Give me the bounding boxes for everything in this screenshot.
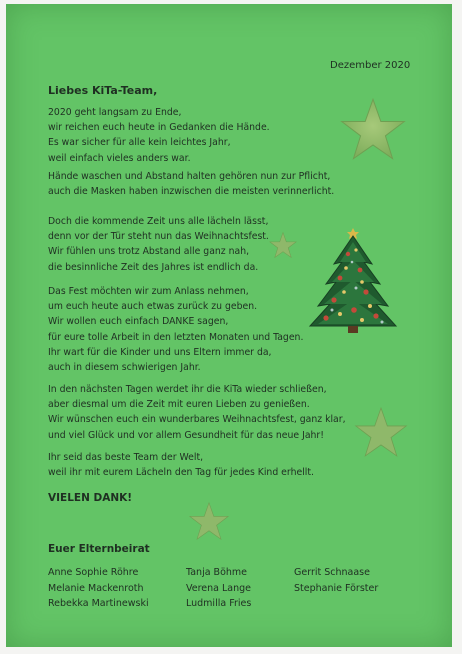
signatory-column-3 bbox=[294, 565, 378, 596]
star-icon bbox=[354, 407, 408, 457]
poem-line: Wir wünschen euch ein wunderbares Weihnachtsfest, ganz klar, bbox=[48, 414, 346, 426]
poem-line: 2020 geht langsam zu Ende, bbox=[48, 107, 182, 118]
poem-line: denn vor der Tür steht nun das Weihnachtsfest. bbox=[48, 231, 269, 243]
poem-line: und viel Glück und vor allem Gesundheit für das neue Jahr! bbox=[48, 429, 324, 441]
signatory-name: Melanie Mackenroth bbox=[48, 582, 144, 594]
poem-line: aber diesmal um die Zeit mit euren Lieben zu genießen. bbox=[48, 399, 310, 411]
paragraph-1 bbox=[48, 105, 270, 166]
paragraph-4 bbox=[48, 284, 303, 375]
signatory-name: Rebekka Martinewski bbox=[48, 598, 149, 609]
poem-line: Ihr wart für die Kinder und uns Eltern immer da, bbox=[48, 346, 272, 358]
signatory-name: Gerrit Schnaase bbox=[294, 567, 370, 578]
poem-line: Das Fest möchten wir zum Anlass nehmen, bbox=[48, 286, 249, 297]
poem-line: Ihr seid das beste Team der Welt, bbox=[48, 452, 204, 463]
signatory-column-2 bbox=[186, 565, 251, 612]
poem-line: Wir wollen euch einfach DANKE sagen, bbox=[48, 316, 229, 328]
signatory-name: Ludmilla Fries bbox=[186, 598, 252, 609]
poem-line: Es war sicher für alle kein leichtes Jahr, bbox=[48, 137, 231, 149]
poem-line: In den nächsten Tagen werdet ihr die KiTa wieder schließen, bbox=[48, 384, 327, 395]
poem-line: auch in diesem schwierigen Jahr. bbox=[48, 362, 201, 374]
poem-line: Doch die kommende Zeit uns alle lächeln lässt, bbox=[48, 216, 269, 227]
signoff: Euer Elternbeirat bbox=[48, 543, 150, 555]
paragraph-6 bbox=[48, 450, 314, 480]
paragraph-5 bbox=[48, 382, 346, 443]
paragraph-2 bbox=[48, 169, 334, 199]
poem-line: wir reichen euch heute in Gedanken die Hände. bbox=[48, 122, 270, 134]
poem-line: weil einfach vieles anders war. bbox=[48, 152, 191, 164]
thanks-heading: VIELEN DANK! bbox=[48, 492, 133, 504]
paragraph-3 bbox=[48, 214, 269, 275]
signatory-column-1 bbox=[48, 565, 149, 612]
signatory-name: Anne Sophie Röhre bbox=[48, 567, 139, 578]
poem-line: auch die Masken haben inzwischen die meisten verinnerlicht. bbox=[48, 186, 335, 198]
letter-greeting: Liebes KiTa-Team, bbox=[48, 84, 158, 97]
star-icon bbox=[189, 502, 229, 540]
poem-line: weil ihr mit eurem Lächeln den Tag für jedes Kind erhellt. bbox=[48, 467, 314, 479]
signatory-name: Verena Lange bbox=[186, 582, 252, 594]
letter-sheet bbox=[6, 4, 452, 647]
signatory-name: Tanja Böhme bbox=[186, 567, 248, 578]
star-icon bbox=[340, 98, 406, 160]
poem-line: um euch heute auch etwas zurück zu geben. bbox=[48, 301, 258, 313]
poem-line: Wir fühlen uns trotz Abstand alle ganz nah, bbox=[48, 246, 250, 258]
signatory-name: Stephanie Förster bbox=[294, 582, 379, 594]
christmas-tree-icon bbox=[304, 222, 402, 334]
poem-line: die besinnliche Zeit des Jahres ist endlich da. bbox=[48, 261, 259, 273]
star-icon bbox=[269, 232, 297, 258]
letter-date: Dezember 2020 bbox=[330, 60, 411, 71]
poem-line: für eure tolle Arbeit in den letzten Monaten und Tagen. bbox=[48, 331, 304, 343]
poem-line: Hände waschen und Abstand halten gehören nun zur Pflicht, bbox=[48, 171, 331, 182]
